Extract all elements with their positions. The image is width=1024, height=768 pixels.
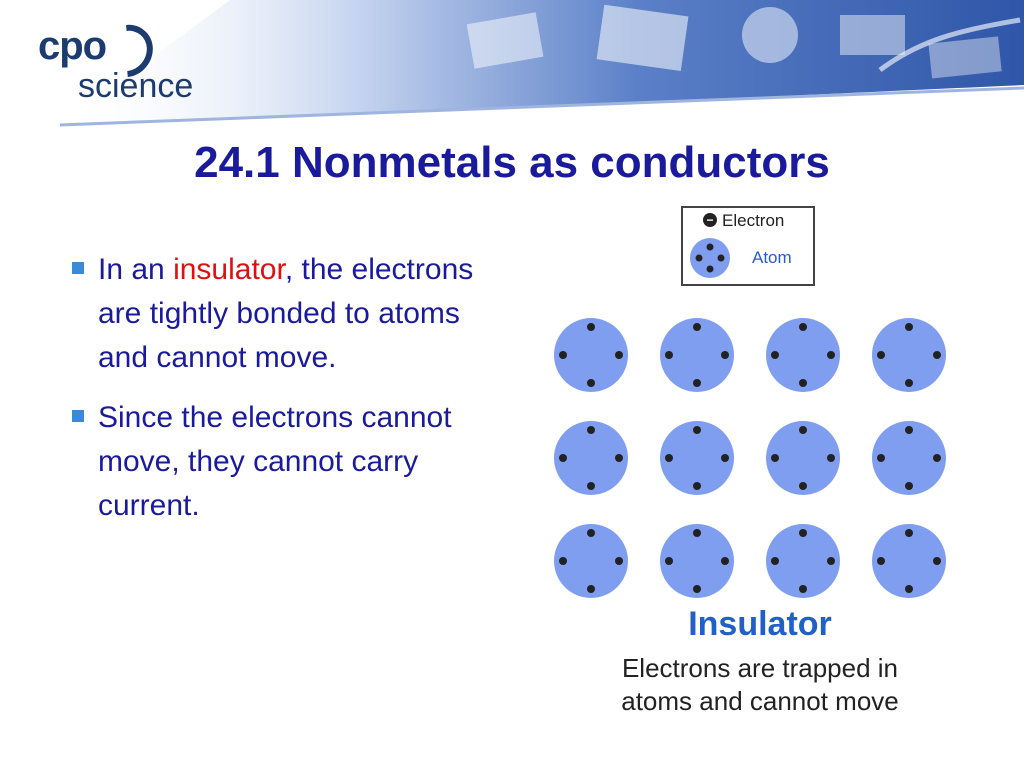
legend-atom-label: Atom — [752, 248, 792, 267]
electron — [799, 585, 807, 593]
bullet-list — [70, 248, 490, 544]
electron — [905, 426, 913, 434]
electron — [721, 454, 729, 462]
electron — [587, 323, 595, 331]
atom — [660, 318, 734, 392]
electron — [827, 454, 835, 462]
electron — [905, 529, 913, 537]
electron — [587, 426, 595, 434]
electron — [799, 482, 807, 490]
atom — [872, 524, 946, 598]
diagram-caption — [540, 652, 980, 718]
bullet-square-icon — [72, 262, 84, 274]
diagram-caption-title: Insulator — [688, 605, 832, 643]
electron — [693, 323, 701, 331]
electron — [559, 351, 567, 359]
electron — [665, 351, 673, 359]
electron — [587, 529, 595, 537]
electron — [877, 454, 885, 462]
atom — [554, 524, 628, 598]
legend-box — [682, 207, 814, 285]
atom — [660, 421, 734, 495]
electron — [559, 454, 567, 462]
electron — [615, 454, 623, 462]
atom — [554, 318, 628, 392]
electron — [693, 482, 701, 490]
electron — [905, 323, 913, 331]
electron — [933, 351, 941, 359]
legend-electron-symbol: − — [706, 213, 714, 227]
atom — [766, 524, 840, 598]
bullet-1-post: , the electrons are tightly bonded to atoms and cannot move. — [98, 253, 474, 374]
electron — [721, 351, 729, 359]
slide-title: 24.1 Nonmetals as conductors — [194, 138, 830, 187]
electron — [877, 557, 885, 565]
electron — [587, 482, 595, 490]
electron — [771, 454, 779, 462]
electron — [799, 529, 807, 537]
atom — [766, 318, 840, 392]
logo-wordmark-science: science — [78, 67, 194, 105]
bullet-1-highlight: insulator — [173, 253, 285, 286]
electron — [665, 557, 673, 565]
electron — [799, 323, 807, 331]
electron — [559, 557, 567, 565]
atom — [872, 318, 946, 392]
electron — [771, 557, 779, 565]
electron — [721, 557, 729, 565]
legend-electron-label: Electron — [722, 211, 785, 230]
electron — [693, 529, 701, 537]
electron — [933, 557, 941, 565]
atom — [660, 524, 734, 598]
electron — [877, 351, 885, 359]
electron — [693, 585, 701, 593]
legend-atom-icon — [690, 238, 730, 278]
electron — [693, 379, 701, 387]
bullet-2-text: Since the electrons cannot move, they cannot carry current. — [98, 401, 452, 522]
electron — [693, 426, 701, 434]
diagram-caption-line-1: Electrons are trapped in — [621, 653, 899, 683]
bullet-1-pre: In an — [98, 253, 174, 286]
electron — [905, 482, 913, 490]
bullet-current — [70, 396, 490, 528]
electron — [905, 379, 913, 387]
electron — [905, 585, 913, 593]
diagram-caption-line-2: atoms and cannot move — [621, 686, 899, 716]
electron — [933, 454, 941, 462]
electron — [587, 585, 595, 593]
bullet-insulator — [70, 248, 490, 380]
electron — [615, 351, 623, 359]
electron — [799, 379, 807, 387]
atom — [872, 421, 946, 495]
electron — [587, 379, 595, 387]
atom — [766, 421, 840, 495]
bullet-square-icon — [72, 410, 84, 422]
atom — [554, 421, 628, 495]
electron — [799, 426, 807, 434]
electron — [615, 557, 623, 565]
electron — [771, 351, 779, 359]
logo-wordmark-cpo: cpo — [38, 24, 107, 68]
electron — [665, 454, 673, 462]
atom-grid — [554, 318, 946, 598]
electron — [827, 557, 835, 565]
cpo-science-logo — [38, 22, 218, 105]
electron — [827, 351, 835, 359]
